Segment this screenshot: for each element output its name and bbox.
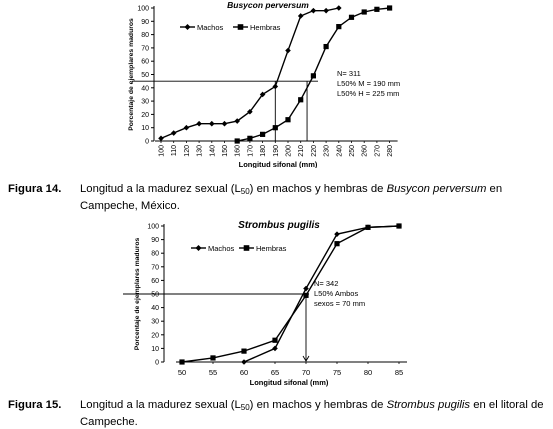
data-point-diamond — [222, 121, 228, 127]
x-tick-label: 200 — [285, 145, 293, 157]
y-tick-label: 70 — [151, 264, 159, 272]
data-point-square — [298, 97, 303, 102]
data-point-diamond — [336, 5, 342, 11]
legend-label: Hembras — [256, 243, 287, 253]
data-point-diamond — [241, 359, 247, 365]
y-tick-label: 50 — [151, 291, 159, 299]
data-point-square — [272, 338, 277, 343]
data-point-diamond — [311, 8, 317, 14]
data-point-square — [247, 136, 252, 141]
y-tick-label: 50 — [141, 72, 149, 79]
x-axis-label: Longitud sifonal (mm) — [238, 160, 318, 168]
caption-run: ) en machos y hembras de — [249, 399, 387, 411]
x-tick-label: 230 — [323, 145, 331, 157]
data-point-diamond — [171, 130, 177, 136]
data-point-square — [362, 9, 367, 14]
annotation-text: L50% Ambos — [314, 289, 359, 298]
y-tick-label: 80 — [151, 250, 159, 258]
y-tick-label: 60 — [151, 277, 159, 285]
y-axis-label: Porcentaje de ejemplares maduros — [128, 18, 135, 131]
x-tick-label: 55 — [208, 368, 218, 377]
data-point-diamond — [285, 48, 291, 54]
legend-marker-square — [244, 245, 250, 251]
caption-run: Longitud a la madurez sexual (L — [80, 183, 241, 195]
data-point-square — [179, 359, 184, 364]
legend-label: Hembras — [250, 22, 281, 32]
y-tick-label: 40 — [141, 85, 149, 93]
data-point-square — [303, 293, 308, 298]
x-tick-label: 240 — [336, 145, 344, 157]
x-tick-label: 180 — [260, 145, 268, 157]
data-point-square — [285, 117, 290, 122]
data-point-square — [324, 44, 329, 49]
x-tick-label: 85 — [394, 368, 404, 377]
data-point-square — [241, 349, 246, 354]
data-point-square — [334, 241, 339, 246]
chart-title: Strombus pugilis — [238, 220, 320, 231]
caption-run: Strombus pugilis — [386, 399, 471, 411]
chart-svg — [123, 216, 423, 391]
y-axis-label: Porcentaje de ejemplares maduros — [134, 237, 141, 351]
data-point-square — [260, 132, 265, 137]
data-point-square — [349, 15, 354, 20]
x-tick-label: 210 — [298, 145, 306, 157]
y-tick-label: 10 — [141, 125, 149, 133]
data-point-square — [210, 355, 215, 360]
data-point-square — [387, 5, 392, 10]
figure-14-caption-text — [80, 182, 548, 213]
data-point-diamond — [323, 8, 329, 14]
chart-strombus-pugilis — [123, 216, 423, 391]
y-tick-label: 20 — [151, 332, 159, 340]
y-tick-label: 30 — [151, 318, 159, 326]
data-point-diamond — [158, 136, 164, 142]
x-tick-label: 70 — [301, 368, 311, 377]
figure-15-label: Figura 15. — [8, 399, 62, 411]
y-tick-label: 0 — [155, 359, 159, 367]
annotation-text: L50% H = 225 mm — [337, 89, 400, 98]
chart-busycon-perversum — [118, 0, 418, 168]
x-axis-label: Longitud sifonal (mm) — [249, 378, 329, 387]
data-point-square — [374, 7, 379, 12]
x-tick-label: 110 — [171, 145, 179, 157]
data-point-diamond — [334, 231, 340, 237]
caption-run: 50 — [240, 403, 250, 412]
data-point-square — [336, 24, 341, 29]
data-point-diamond — [196, 121, 202, 127]
data-point-square — [396, 223, 401, 228]
data-point-diamond — [184, 125, 190, 131]
annotation-text: N= 311 — [337, 69, 361, 78]
caption-run: Busycon perversum — [386, 183, 487, 195]
chart-title: Busycon perversum — [227, 0, 309, 10]
data-point-diamond — [298, 13, 304, 19]
caption-run: en Campeche, México. — [80, 183, 503, 212]
y-tick-label: 80 — [141, 32, 149, 40]
x-tick-label: 75 — [332, 368, 342, 377]
annotation-text: sexos = 70 mm — [314, 299, 366, 308]
data-point-diamond — [209, 121, 215, 127]
x-tick-label: 120 — [183, 145, 191, 157]
figure-14-label: Figura 14. — [8, 183, 62, 195]
x-tick-label: 170 — [247, 145, 255, 157]
annotation-text: L50% M = 190 mm — [337, 79, 401, 88]
data-point-diamond — [303, 286, 309, 292]
data-point-square — [235, 138, 240, 143]
y-tick-label: 90 — [151, 237, 159, 245]
x-tick-label: 80 — [363, 368, 373, 377]
y-tick-label: 20 — [141, 111, 149, 119]
y-tick-label: 30 — [141, 98, 149, 106]
data-point-square — [273, 125, 278, 130]
y-tick-label: 40 — [151, 305, 159, 313]
x-tick-label: 190 — [272, 145, 280, 157]
y-tick-label: 90 — [141, 18, 149, 26]
x-tick-label: 160 — [234, 145, 242, 157]
x-tick-label: 140 — [209, 145, 217, 157]
x-tick-label: 65 — [270, 368, 280, 377]
legend-marker-square — [238, 24, 244, 30]
data-point-square — [365, 225, 370, 230]
caption-run: en el litoral de Campeche. — [80, 399, 544, 428]
y-tick-label: 70 — [141, 45, 149, 53]
x-tick-label: 260 — [361, 145, 369, 157]
legend-marker-diamond — [185, 24, 191, 30]
legend-marker-diamond — [196, 245, 202, 251]
x-tick-label: 280 — [387, 145, 395, 157]
data-point-diamond — [272, 346, 278, 352]
annotation-text: N= 342 — [314, 279, 339, 288]
figure-15-caption-text — [80, 398, 553, 429]
y-tick-label: 100 — [147, 223, 159, 231]
y-tick-label: 0 — [145, 138, 149, 146]
chart-svg — [118, 0, 418, 168]
x-tick-label: 250 — [349, 145, 356, 157]
x-tick-label: 150 — [222, 145, 229, 157]
caption-run: ) en machos y hembras de — [249, 183, 387, 195]
data-point-square — [311, 73, 316, 78]
x-tick-label: 50 — [177, 368, 187, 377]
caption-run: Longitud a la madurez sexual (L — [80, 399, 241, 411]
x-tick-label: 100 — [158, 145, 166, 157]
x-tick-label: 220 — [310, 145, 318, 157]
legend-label: Machos — [208, 243, 235, 253]
y-tick-label: 10 — [151, 345, 159, 353]
x-tick-label: 130 — [196, 145, 204, 157]
x-tick-label: 60 — [239, 368, 249, 377]
y-tick-label: 60 — [141, 58, 149, 66]
legend-label: Machos — [197, 22, 224, 32]
x-tick-label: 270 — [374, 145, 382, 157]
caption-run: 50 — [240, 187, 250, 196]
y-tick-label: 100 — [137, 5, 149, 13]
